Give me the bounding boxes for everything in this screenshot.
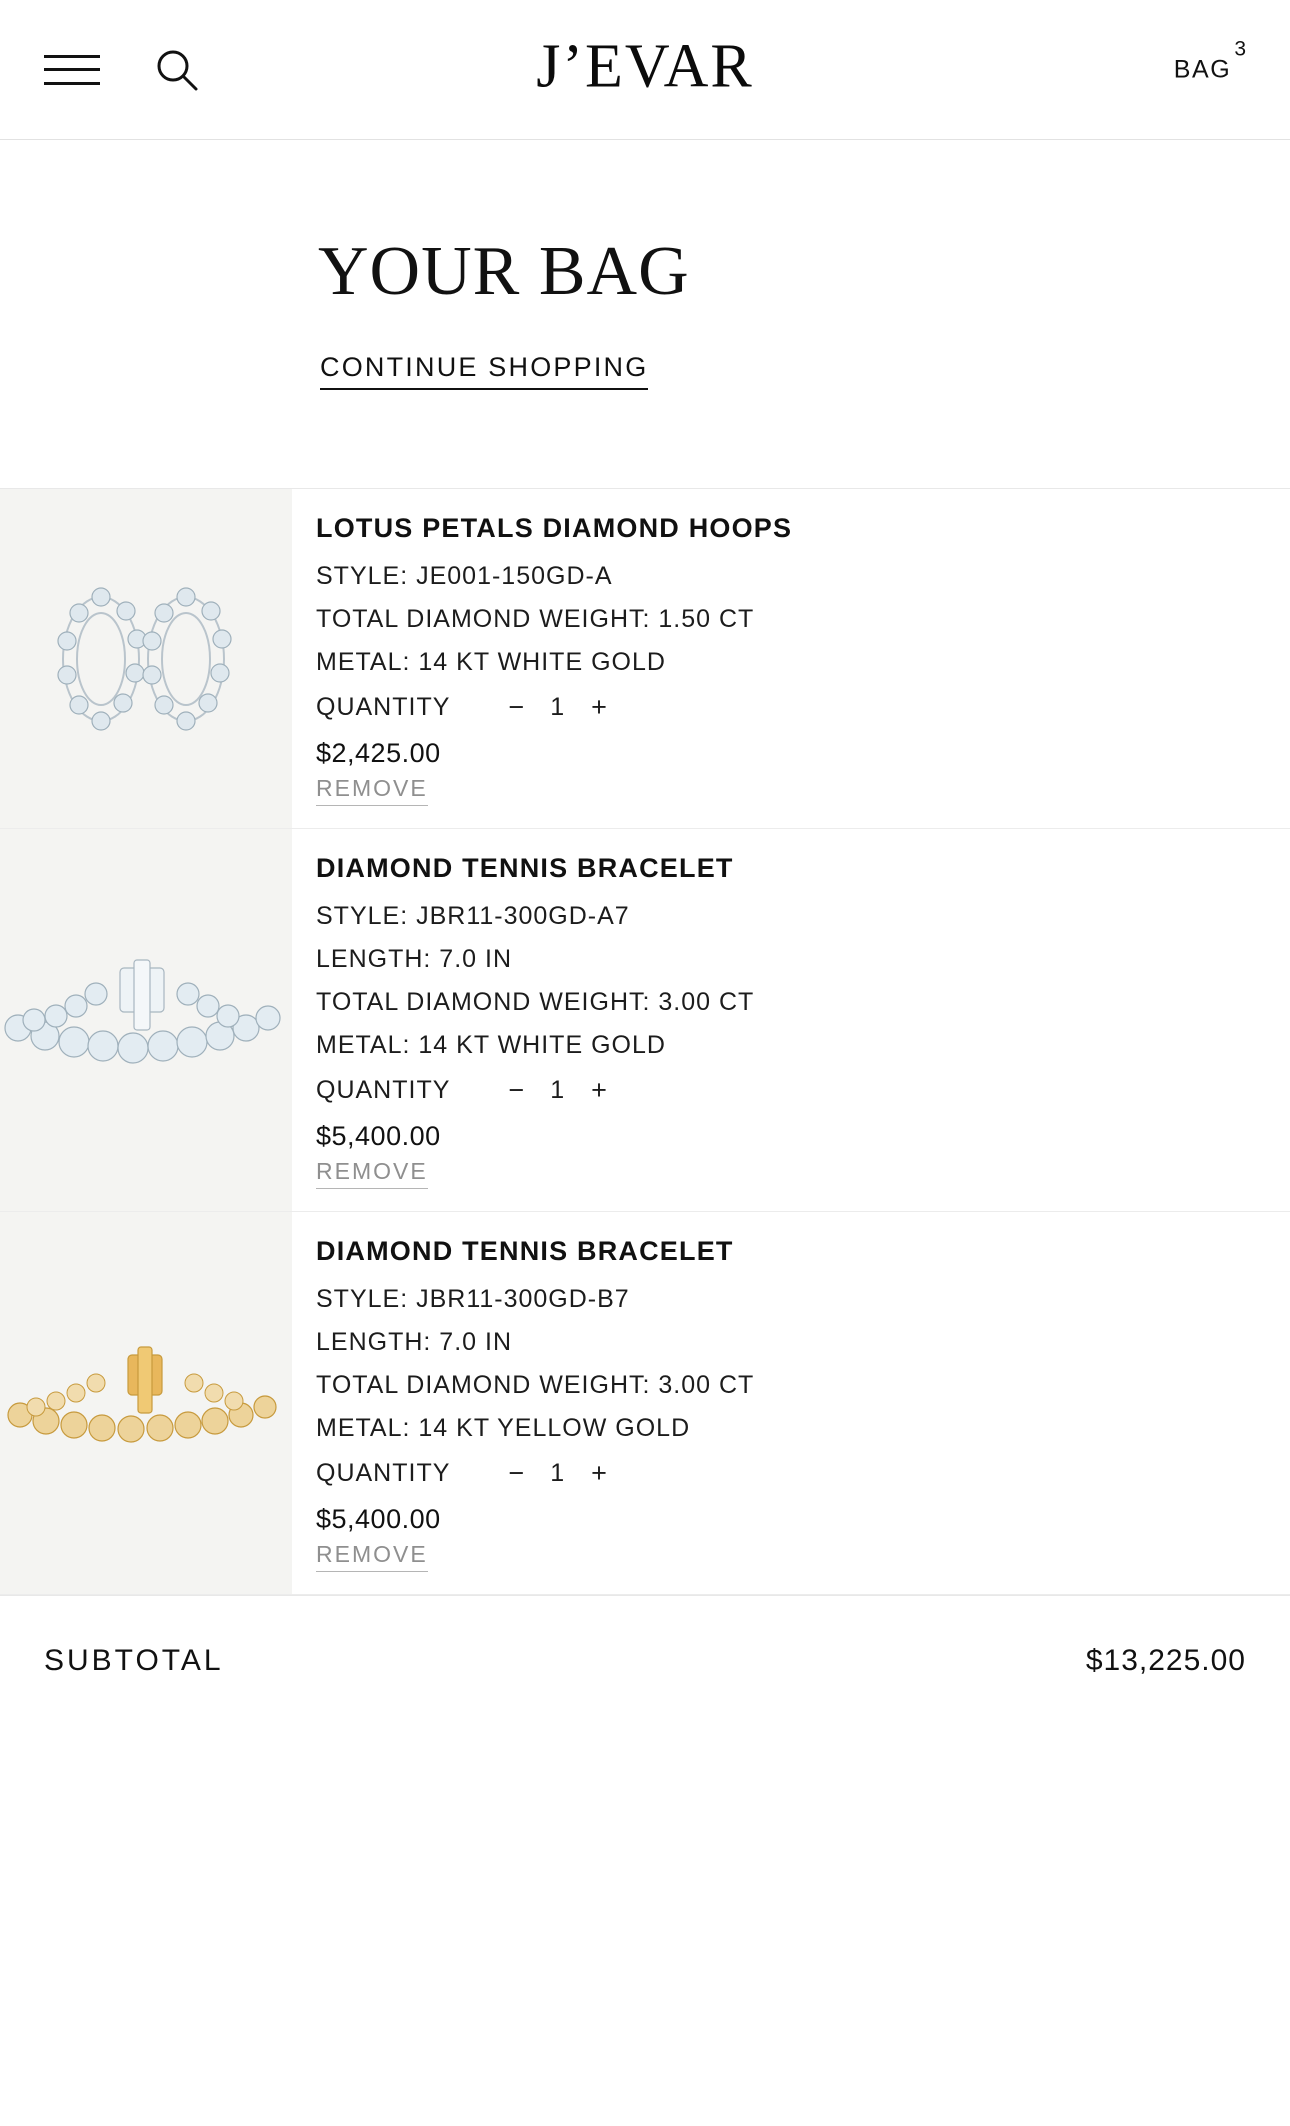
header-left-controls (0, 47, 200, 93)
page-header-block (0, 140, 1290, 489)
quantity-stepper (316, 693, 1250, 722)
quantity-value: 1 (550, 1459, 566, 1487)
cart-item (0, 489, 1290, 829)
search-icon[interactable] (154, 47, 200, 93)
bag-count-badge: 3 (1234, 37, 1246, 60)
order-summary (0, 1595, 1290, 1678)
item-name[interactable]: DIAMOND TENNIS BRACELET (316, 1236, 734, 1266)
item-spec: METAL: 14 KT WHITE GOLD (316, 1031, 666, 1059)
continue-shopping-link[interactable]: CONTINUE SHOPPING (320, 352, 648, 390)
subtotal-value: $13,225.00 (1085, 1644, 1246, 1677)
item-style: STYLE: JBR11-300GD-B7 (316, 1285, 630, 1313)
bag-button[interactable] (1173, 37, 1246, 84)
quantity-label: QUANTITY (316, 693, 451, 721)
item-name[interactable]: DIAMOND TENNIS BRACELET (316, 853, 734, 883)
bag-label: BAG (1173, 55, 1232, 83)
subtotal-label: SUBTOTAL (44, 1644, 224, 1677)
item-price: $5,400.00 (316, 1121, 441, 1151)
yellow-gold-tennis-bracelet-image[interactable] (0, 1212, 292, 1594)
item-spec: TOTAL DIAMOND WEIGHT: 1.50 CT (316, 605, 755, 633)
remove-item-link[interactable]: REMOVE (316, 775, 428, 806)
cart-item-details (292, 829, 1290, 1211)
cart-item (0, 1212, 1290, 1595)
item-spec: LENGTH: 7.0 IN (316, 1328, 512, 1356)
quantity-value: 1 (550, 693, 566, 721)
brand-logo[interactable]: J’EVAR (536, 32, 754, 101)
quantity-decrement-button[interactable]: − (502, 1460, 530, 1487)
item-spec: LENGTH: 7.0 IN (316, 945, 512, 973)
item-style: STYLE: JE001-150GD-A (316, 562, 613, 590)
quantity-stepper (316, 1459, 1250, 1488)
diamond-hoop-earrings-image[interactable] (0, 489, 292, 828)
hamburger-bar (44, 82, 100, 85)
quantity-decrement-button[interactable]: − (502, 694, 530, 721)
page-title: YOUR BAG (318, 233, 690, 310)
item-spec: METAL: 14 KT YELLOW GOLD (316, 1414, 691, 1442)
item-price: $5,400.00 (316, 1504, 441, 1534)
quantity-increment-button[interactable]: + (585, 694, 613, 721)
item-price: $2,425.00 (316, 738, 441, 768)
item-spec: TOTAL DIAMOND WEIGHT: 3.00 CT (316, 1371, 755, 1399)
item-name[interactable]: LOTUS PETALS DIAMOND HOOPS (316, 513, 793, 543)
quantity-value: 1 (550, 1076, 566, 1104)
quantity-label: QUANTITY (316, 1459, 451, 1487)
quantity-stepper (316, 1076, 1250, 1105)
cart-item-list (0, 489, 1290, 1595)
cart-item (0, 829, 1290, 1212)
hamburger-icon[interactable] (44, 50, 100, 90)
remove-item-link[interactable]: REMOVE (316, 1541, 428, 1572)
quantity-increment-button[interactable]: + (585, 1077, 613, 1104)
quantity-increment-button[interactable]: + (585, 1460, 613, 1487)
quantity-decrement-button[interactable]: − (502, 1077, 530, 1104)
item-style: STYLE: JBR11-300GD-A7 (316, 902, 630, 930)
cart-item-details (292, 1212, 1290, 1594)
remove-item-link[interactable]: REMOVE (316, 1158, 428, 1189)
white-gold-tennis-bracelet-image[interactable] (0, 829, 292, 1211)
cart-item-details (292, 489, 1290, 828)
hamburger-bar (44, 55, 100, 58)
quantity-label: QUANTITY (316, 1076, 451, 1104)
item-spec: TOTAL DIAMOND WEIGHT: 3.00 CT (316, 988, 755, 1016)
hamburger-bar (44, 68, 100, 71)
site-header (0, 0, 1290, 140)
item-spec: METAL: 14 KT WHITE GOLD (316, 648, 666, 676)
